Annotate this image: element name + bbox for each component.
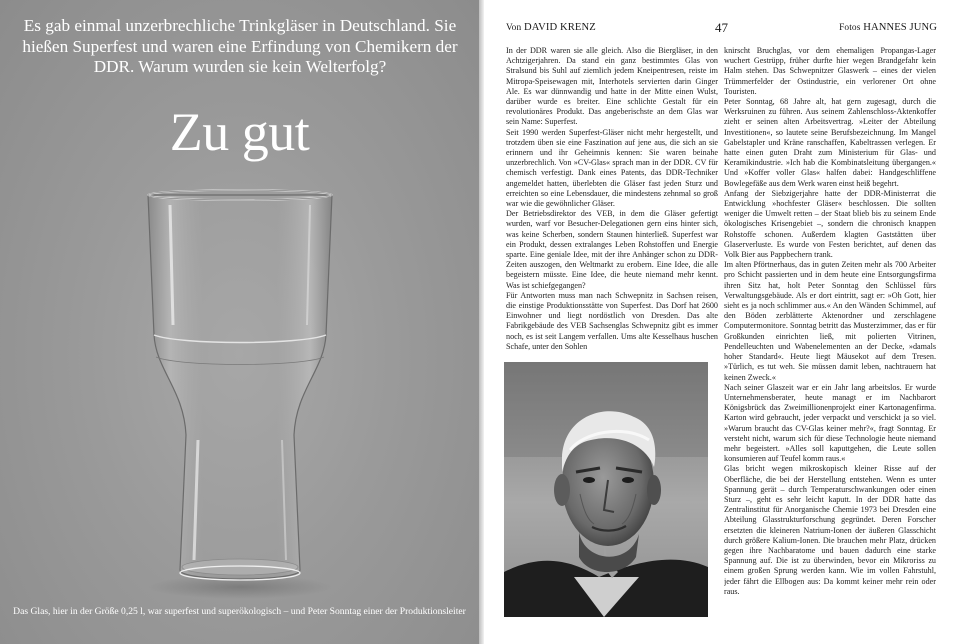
article-column-2 <box>724 46 936 624</box>
right-page <box>484 0 959 644</box>
left-page <box>0 0 479 644</box>
paragraph: In der DDR waren sie alle gleich. Also die Biergläser, in den Achtzigerjahren. Da stand ein ganz bestimmtes Glas von Stralsund bis Suhl auf ziemlich jedem Kneipentresen, reiste im Mitropa-Speisewagen mit, Interhotels servierten darin Ginger Ale. Es war dünnwandig und hatte in der Mitte einen Wulst, darüber wurde es breiter. Eine schlichte Gestalt für ein revolutionäres Produkt. Das angeberischste an dem Glas war sein Name: Superfest. <box>506 46 718 127</box>
paragraph: Anfang der Siebzigerjahre hatte der DDR-Ministerrat die Entwicklung »hochfester Gläser« beschlossen. Die sollten weniger die Umwelt retten – der Staat blieb bis zu seinem Ende ökologisches Krisengebiet –, sondern die chronisch knappen Rohstoffe schonen. Außerdem klagten Gaststätten über Glaserverluste. Es wurde von Festen berichtet, auf denen das Volk Bier aus Pappbechern trank. <box>724 188 936 260</box>
photographer-byline-label: Fotos <box>839 23 861 33</box>
author-name: DAVID KRENZ <box>524 22 596 33</box>
article-column-1 <box>506 46 718 358</box>
paragraph: Nach seiner Glaszeit war er ein Jahr lang arbeitslos. Er wurde Unternehmensberater, heute managt er im Nachbarort Königsbrück das Zweimillionenprojekt einer Kartonagenfirma. Karton wird gebraucht, jeder verpackt und verschickt ja so viel. »Warum braucht das CV-Glas keiner mehr?«, fragt Sonntag. Er versteht nicht, warum sich für diese Technologie heute niemand mehr begeistert. »Alles soll kaputtgehen, die Leute sollen konsumieren auf Teufel komm raus.« <box>724 382 936 464</box>
photographer-byline <box>839 22 937 33</box>
paragraph: Peter Sonntag, 68 Jahre alt, hat gern zugesagt, durch die Werksruinen zu führen. Aus seinem Zahlenschloss-Aktenkoffer zieht er seinen alten Arbeitsvertrag. »Leiter der Abteilung Investitionen«, so lautete seine Berufsbezeichnung. Im Mangel Gabelstapler und Kräne ranschaffen, Kabeltrassen verlegen. Er hatte einen guten Draht zum Ministerium für Glas- und Keramikindustrie. »Ich hab die Kombinatsleitung übergangen.« Und »Koffer voller Glas« halfen dabei: Handgeschliffene Bowlegefäße aus dem Werk waren einst heiß begehrt. <box>724 97 936 188</box>
paragraph: Seit 1990 werden Superfest-Gläser nicht mehr hergestellt, und trotzdem üben sie eine Faszination auf jene aus, die sich an sie erinnern und ihr Geheimnis kennen: Sie waren beinahe unzerbrechlich. Von »CV-Glas« sprach man in der DDR. CV für chemisch verfestigt. Dank eines Patents, das DDR-Techniker angemeldet hatten, überlebten die Gläser fast jeden Sturz und erreichten so eine Lebensdauer, die mindestens zehnmal so groß war wie die gewöhnlicher Gläser. <box>506 127 718 209</box>
drinking-glass-illustration <box>140 185 340 610</box>
page-number: 47 <box>715 20 728 35</box>
portrait-photo <box>504 362 708 617</box>
paragraph: Der Betriebsdirektor des VEB, in dem die Gläser gefertigt wurden, warf vor Besucher-Delegationen gern eins hinter sich, was keine Scherben, sondern Staunen hinterließ. Superfest war ein Produkt, dessen extralanges Leben Rohstoffen und Energie sparte. Eine geniale Idee, mit der ihre Anhänger schon zu DDR-Zeiten auszogen, den Weltmarkt zu erobern. Eine Idee, die alle begeistern müsste. Eine Idee, die heute niemand mehr kennt. Was ist schiefgegangen? <box>506 209 718 290</box>
paragraph: Glas bricht wegen mikroskopisch kleiner Risse auf der Oberfläche, die bei der Herstellung entstehen. Wenn es unter Spannung gerät – durch Temperaturschwankungen oder einen Sturz –, geht es sehr leicht kaputt. In der DDR hatte das Zentralinstitut für Anorganische Chemie 1973 bei Dresden eine Abteilung Glasstrukturforschung gegründet. Deren Forscher ersetzten die kleineren Natrium-Ionen der äußeren Glasschicht durch größere Kalium-Ionen. Die brauchen mehr Platz, drücken gegen ihre Nachbaratome und bauen dadurch eine starke Spannung auf. Die ist zu überwinden, bevor ein Mikroriss zu einem großen Sprung werden kann. Wie im vollen Fahrstuhl, jeder fährt die Ellbogen aus: Da kommt keiner mehr rein oder raus. <box>724 464 936 596</box>
headline: Zu gut <box>169 102 310 162</box>
paragraph: Im alten Pförtnerhaus, das in guten Zeiten mehr als 700 Arbeiter pro Schicht passierten und in dem heute eine Entsorgungsfirma ihren Sitz hat, holt Peter Sonntag den Schlüssel fürs Verwaltungsgebäude. Als er dort eintritt, sagt er: »Oh Gott, hier sieht es ja noch schlimmer aus.« An den Wänden Schimmel, auf den Böden zerblätterte Aktenordner und zerschlagene Computermonitore. Sonntag betritt das Musterzimmer, das er für Großkunden einrichten ließ, mit polierten Vitrinen, Pendelleuchten und Wabenelementen an der Decke, »damals hoher Standard«. Heute liegt Mäusekot auf dem Tresen. »Türlich, es tut weh. Sie müssen damit leben, nachtrauern hat keinen Zweck.« <box>724 260 936 382</box>
intro-text: Es gab einmal unzerbrechliche Trinkgläser in Deutschland. Sie hießen Superfest und waren eine Erfindung von Chemikern der DDR. Warum wurden sie kein Welterfolg? <box>22 16 458 76</box>
paragraph: Für Antworten muss man nach Schwepnitz in Sachsen reisen, die einstige Produktionsstätte von Superfest. Das Dorf hat 2600 Einwohner und liegt nordöstlich von Dresden. Das alte Fabrikgebäude des VEB Sachsenglas Schwepnitz gibt es immer noch, es ist seit Langem verfallen. Ums alte Kesselhaus huschen Schafe, unter den Sohlen <box>506 290 718 351</box>
author-byline-label: Von <box>506 23 522 33</box>
paragraph: knirscht Bruchglas, vor dem ehemaligen Propangas-Lager wuchert Gestrüpp, früher durfte hier wegen Brandgefahr kein Halm stehen. Das Schwepnitzer Glaswerk – eines der vielen Trümmerfelder der Ostindustrie, ein verlorener Ort ohne Touristen. <box>724 46 936 96</box>
photographer-name: HANNES JUNG <box>863 22 937 33</box>
photo-caption: Das Glas, hier in der Größe 0,25 l, war superfest und superökologisch – und Peter Sonntag einer der Produktionsleiter <box>13 606 466 617</box>
